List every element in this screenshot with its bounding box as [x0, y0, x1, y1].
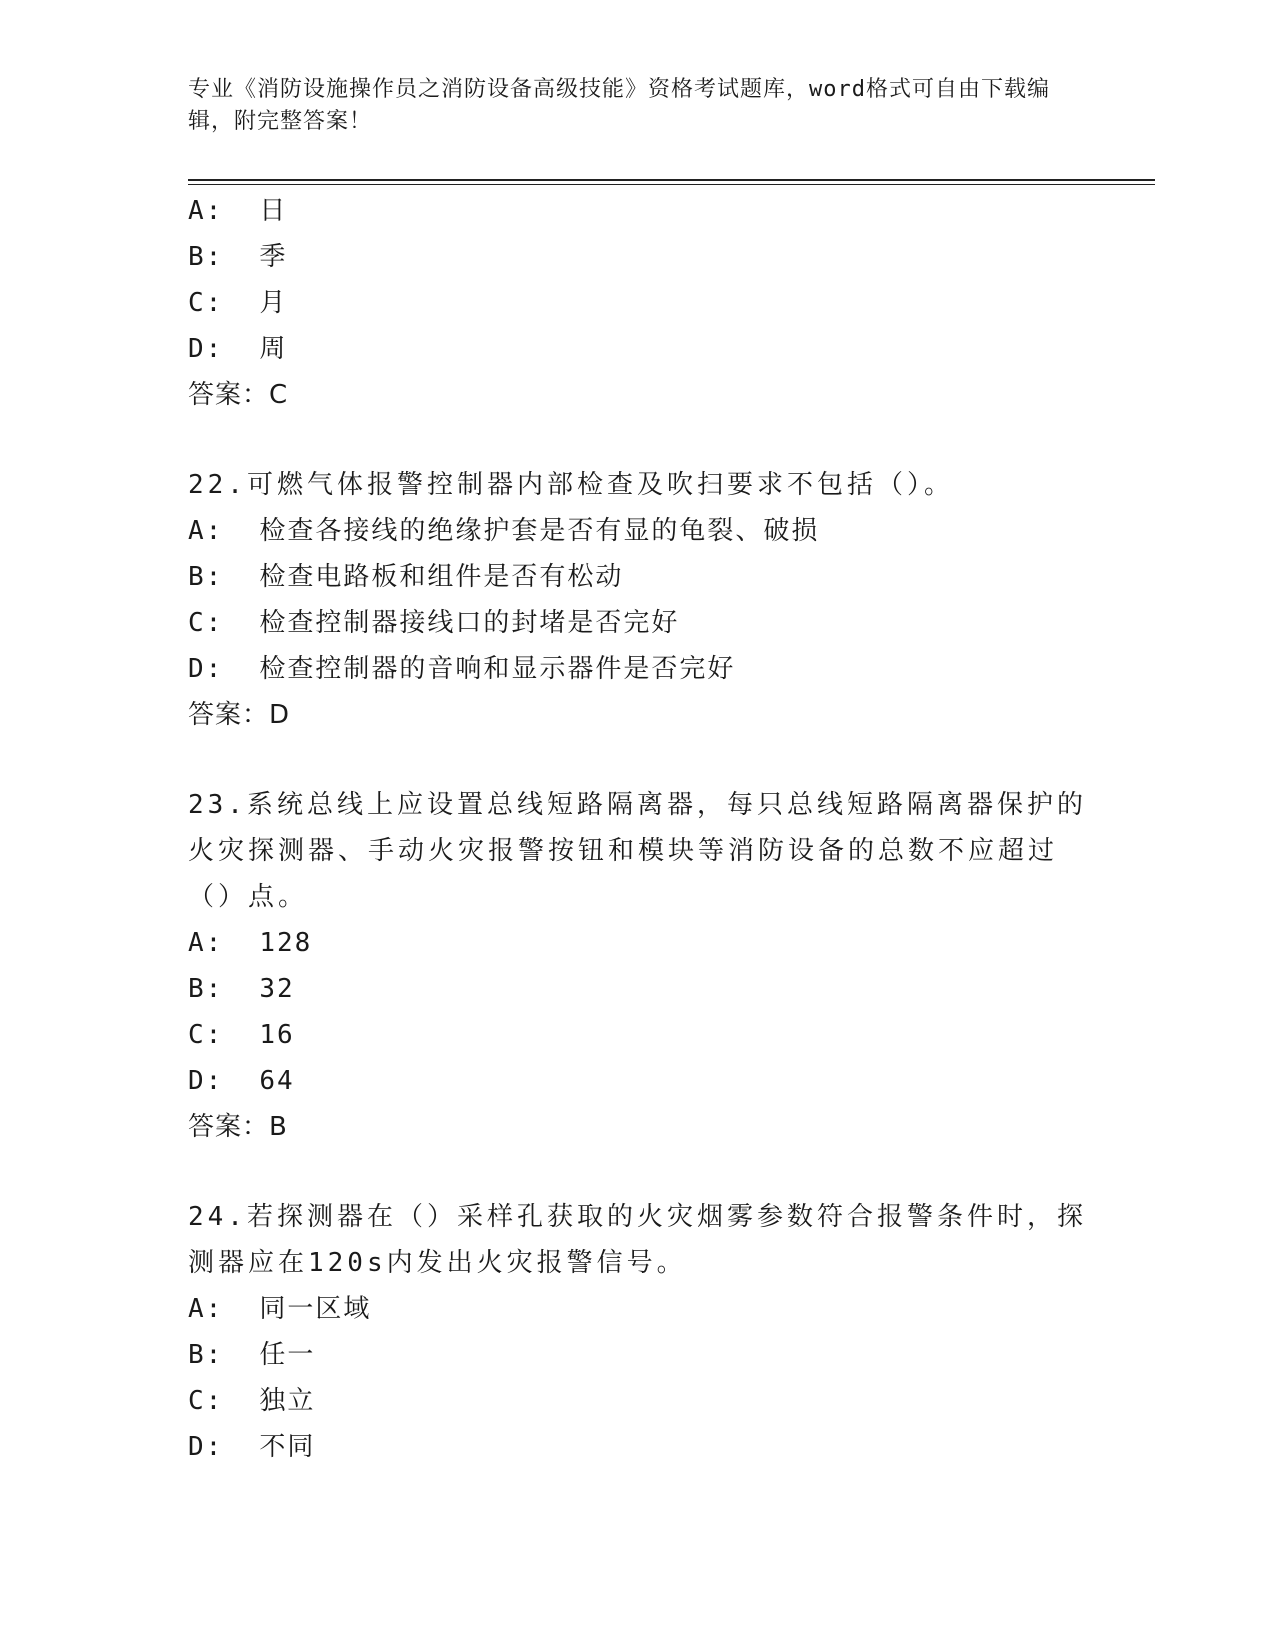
option-text: 检查控制器的音响和显示器件是否完好	[259, 654, 736, 684]
option-letter: D	[188, 334, 206, 364]
option-letter: C	[188, 288, 206, 318]
option-colon: :	[205, 1294, 224, 1324]
option-d	[188, 1058, 1088, 1104]
option-colon: :	[205, 242, 224, 272]
option-text: 月	[259, 288, 288, 318]
question-gap	[188, 418, 1088, 462]
option-text: 不同	[259, 1432, 316, 1462]
option-colon: :	[205, 516, 224, 546]
option-c	[188, 280, 1088, 326]
option-d	[188, 326, 1088, 372]
option-text: 检查控制器接线口的封堵是否完好	[259, 608, 680, 638]
answer-value: B	[269, 1112, 288, 1142]
option-letter: A	[188, 1294, 206, 1324]
question-number: 24.	[188, 1202, 247, 1232]
option-colon: :	[205, 288, 224, 318]
option-d	[188, 646, 1088, 692]
option-colon: :	[205, 928, 224, 958]
question-gap	[188, 1150, 1088, 1194]
option-colon: :	[205, 196, 224, 226]
option-a	[188, 188, 1088, 234]
answer-label: 答案：	[188, 1112, 270, 1142]
option-c	[188, 1012, 1088, 1058]
option-letter: B	[188, 1340, 206, 1370]
option-colon: :	[205, 334, 224, 364]
question-number: 23.	[188, 790, 247, 820]
option-text: 季	[259, 242, 288, 272]
option-text: 128	[259, 928, 313, 958]
question-partial	[188, 188, 1088, 418]
answer-value: C	[269, 380, 289, 410]
option-colon: :	[205, 1066, 224, 1096]
option-letter: D	[188, 654, 206, 684]
option-colon: :	[205, 1386, 224, 1416]
option-text: 日	[259, 196, 288, 226]
option-letter: B	[188, 562, 206, 592]
question-stem	[188, 1194, 1088, 1286]
option-b	[188, 554, 1088, 600]
option-letter: A	[188, 196, 206, 226]
option-text: 任一	[259, 1340, 316, 1370]
option-letter: A	[188, 516, 206, 546]
option-b	[188, 1332, 1088, 1378]
option-colon: :	[205, 974, 224, 1004]
option-text: 检查电路板和组件是否有松动	[259, 562, 624, 592]
answer-label: 答案：	[188, 700, 270, 730]
option-text: 周	[259, 334, 288, 364]
answer-line	[188, 1104, 1088, 1150]
option-c	[188, 600, 1088, 646]
option-b	[188, 234, 1088, 280]
answer-line	[188, 372, 1088, 418]
option-letter: B	[188, 974, 206, 1004]
option-letter: B	[188, 242, 206, 272]
option-text: 独立	[259, 1386, 316, 1416]
option-colon: :	[205, 608, 224, 638]
option-letter: D	[188, 1432, 206, 1462]
option-text: 32	[259, 974, 295, 1004]
option-letter: C	[188, 1020, 206, 1050]
question-22	[188, 462, 1088, 738]
question-24	[188, 1194, 1088, 1470]
question-stem	[188, 782, 1088, 920]
option-b	[188, 966, 1088, 1012]
option-letter: C	[188, 608, 206, 638]
option-c	[188, 1378, 1088, 1424]
option-letter: A	[188, 928, 206, 958]
option-colon: :	[205, 562, 224, 592]
option-a	[188, 920, 1088, 966]
document-header: 专业《消防设施操作员之消防设备高级技能》资格考试题库，word格式可自由下载编辑，附完整答案！	[188, 77, 1050, 134]
option-letter: D	[188, 1066, 206, 1096]
option-colon: :	[205, 1432, 224, 1462]
question-list	[188, 188, 1088, 1470]
question-gap	[188, 738, 1088, 782]
option-text: 64	[259, 1066, 295, 1096]
option-a	[188, 1286, 1088, 1332]
option-letter: C	[188, 1386, 206, 1416]
answer-value: D	[269, 700, 291, 730]
option-text: 同一区域	[259, 1294, 372, 1324]
option-a	[188, 508, 1088, 554]
question-number: 22.	[188, 470, 247, 500]
option-colon: :	[205, 1340, 224, 1370]
answer-label: 答案：	[188, 380, 270, 410]
option-text: 16	[259, 1020, 295, 1050]
question-23	[188, 782, 1088, 1150]
header-rule-thick	[188, 179, 1155, 181]
header-rule-thin	[188, 184, 1155, 185]
question-text: 系统总线上应设置总线短路隔离器，每只总线短路隔离器保护的火灾探测器、手动火灾报警按钮和模块等消防设备的总数不应超过（）点。	[188, 790, 1087, 912]
option-colon: :	[205, 1020, 224, 1050]
option-d	[188, 1424, 1088, 1470]
question-text: 可燃气体报警控制器内部检查及吹扫要求不包括（）。	[246, 470, 954, 500]
option-text: 检查各接线的绝缘护套是否有显的龟裂、破损	[259, 516, 820, 546]
answer-line	[188, 692, 1088, 738]
question-text: 若探测器在（）采样孔获取的火灾烟雾参数符合报警条件时，探测器应在120s内发出火灾报警信号。	[188, 1202, 1087, 1278]
question-stem	[188, 462, 1088, 508]
option-colon: :	[205, 654, 224, 684]
